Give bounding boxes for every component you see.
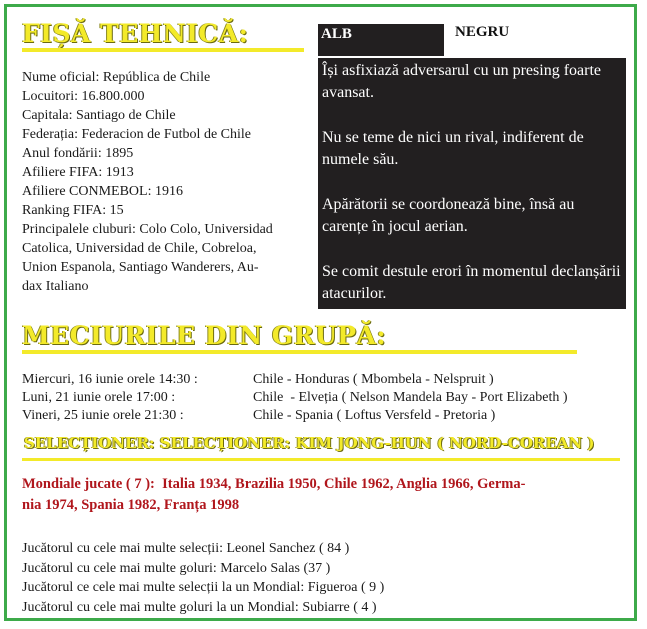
alb-label: ALB [318, 24, 444, 56]
alb-negru-point: Se comit destule erori în momentul declanșării atacurilor. [322, 263, 621, 302]
fisa-title: FIȘĂ TEHNICĂ: [22, 19, 249, 48]
match-info: Chile - Elveția ( Nelson Mandela Bay - Port Elizabeth ) [253, 390, 568, 405]
detail-line: Afiliere FIFA: 1913 [22, 165, 134, 180]
alb-negru-point: Nu se teme de nici un rival, indiferent de numele său. [322, 129, 584, 168]
match-info: Chile - Honduras ( Mbombela - Nelspruit ) [253, 372, 494, 387]
selectioner-line: SELECȚIONER: SELECȚIONER: KIM JONG-HUN ( NORD-COREAN ) [24, 434, 595, 452]
match-date: Luni, 21 iunie orele 17:00 : [22, 390, 176, 405]
mondiale-line: nia 1974, Spania 1982, Franța 1998 [22, 497, 240, 513]
selectioner-underline [22, 458, 620, 461]
detail-line: Federația: Federacion de Futbol de Chile [22, 127, 251, 142]
records [22, 539, 384, 617]
alb-negru-box [318, 58, 626, 309]
meciuri-title: MECIURILE DIN GRUPĂ: [22, 321, 387, 350]
detail-line: Capitala: Santiago de Chile [22, 108, 176, 123]
record-line: Jucătorul cu cele mai multe goluri la un Mondial: Subiarre ( 4 ) [22, 599, 377, 615]
record-line: Jucătorul cu cele mai multe selecții: Leonel Sanchez ( 84 ) [22, 541, 350, 556]
detail-line: Principalele cluburi: Colo Colo, Universidad [22, 222, 273, 237]
detail-line: Union Espanola, Santiago Wanderers, Au- [22, 260, 259, 275]
negru-label: NEGRU [455, 24, 510, 40]
detail-line: dax Italiano [22, 279, 89, 294]
fisa-title-underline [22, 48, 304, 52]
detail-line: Afiliere CONMEBOL: 1916 [22, 184, 183, 199]
detail-line: Anul fondării: 1895 [22, 146, 134, 161]
mondiale-line: Mondiale jucate ( 7 ): Italia 1934, Brazilia 1950, Chile 1962, Anglia 1966, Germa- [22, 476, 526, 492]
record-line: Jucătorul cu cele mai multe goluri: Marcelo Salas (37 ) [22, 560, 331, 576]
alb-negru-point: Apărătorii se coordonează bine, însă au carențe în jocul aerian. [322, 196, 575, 235]
detail-line: Locuitori: 16.800.000 [22, 89, 145, 104]
detail-line: Ranking FIFA: 15 [22, 203, 124, 218]
alb-negru-point: Își asfixiază adversarul cu un presing foarte avansat. [322, 62, 601, 101]
record-line: Jucătorul ce cele mai multe selecții la un Mondial: Figueroa ( 9 ) [22, 580, 385, 595]
meciuri-title-underline [22, 350, 577, 354]
match-info: Chile - Spania ( Loftus Versfeld - Pretoria ) [253, 408, 496, 423]
detail-line: Nume oficial: República de Chile [22, 70, 211, 85]
match-date: Miercuri, 16 iunie orele 14:30 : [22, 372, 198, 387]
match-date: Vineri, 25 iunie orele 21:30 : [22, 408, 184, 423]
detail-line: Catolica, Universidad de Chile, Cobreloa, [22, 241, 257, 256]
fisa-details [22, 68, 316, 296]
